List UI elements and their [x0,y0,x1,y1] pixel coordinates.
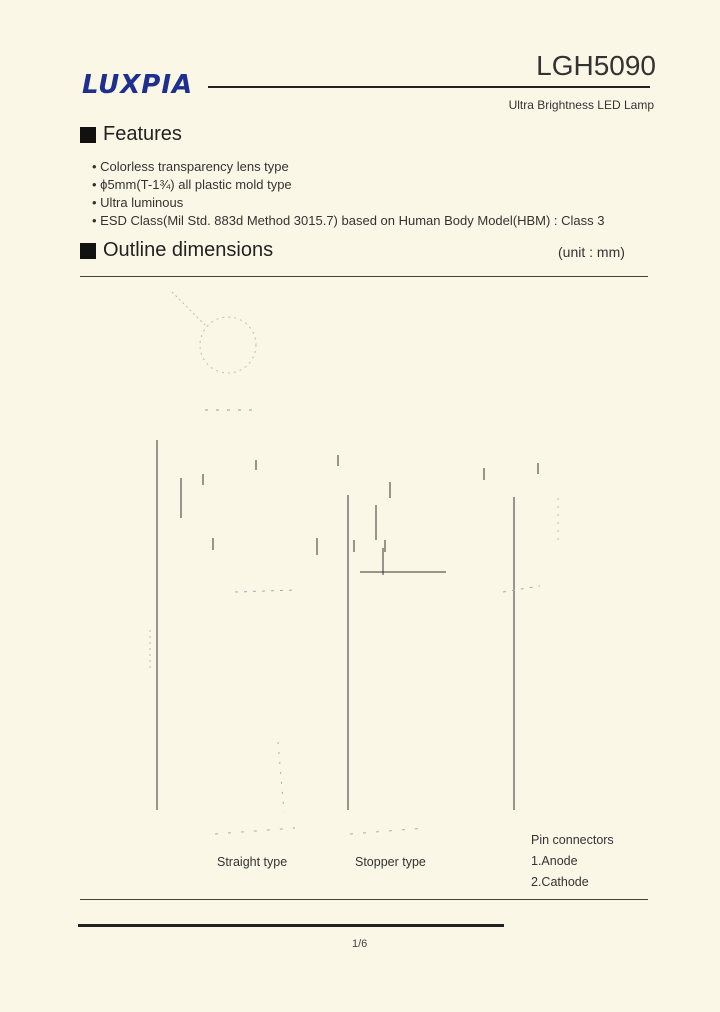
pin-anode: 1.Anode [531,854,578,868]
pin-connectors [531,830,614,893]
logo-text: LUXPIA [82,70,194,100]
product-subtitle: Ultra Brightness LED Lamp [508,98,654,112]
feature-item: • ϕ5mm(T-1¾) all plastic mold type [92,177,292,192]
feature-item: • Colorless transparency lens type [92,159,289,174]
stopper-type-caption: Stopper type [355,855,426,869]
footer-rule [80,899,648,900]
footer-thick-rule [78,924,504,927]
lens-top-view [200,317,256,373]
feature-item: • Ultra luminous [92,195,184,210]
features-heading: Features [103,123,182,145]
pin-cathode: 2.Cathode [531,875,589,889]
unit-label: (unit : mm) [558,244,625,260]
feature-item: • ESD Class(Mil Std. 883d Method 3015.7) based on Human Body Model(HBM) : Class 3 [92,213,605,228]
pin-connectors-title: Pin connectors [531,833,614,847]
page-number: 1/6 [352,938,368,950]
part-number: LGH5090 [536,50,656,81]
straight-type-caption: Straight type [217,855,288,869]
outline-heading: Outline dimensions [103,239,274,261]
